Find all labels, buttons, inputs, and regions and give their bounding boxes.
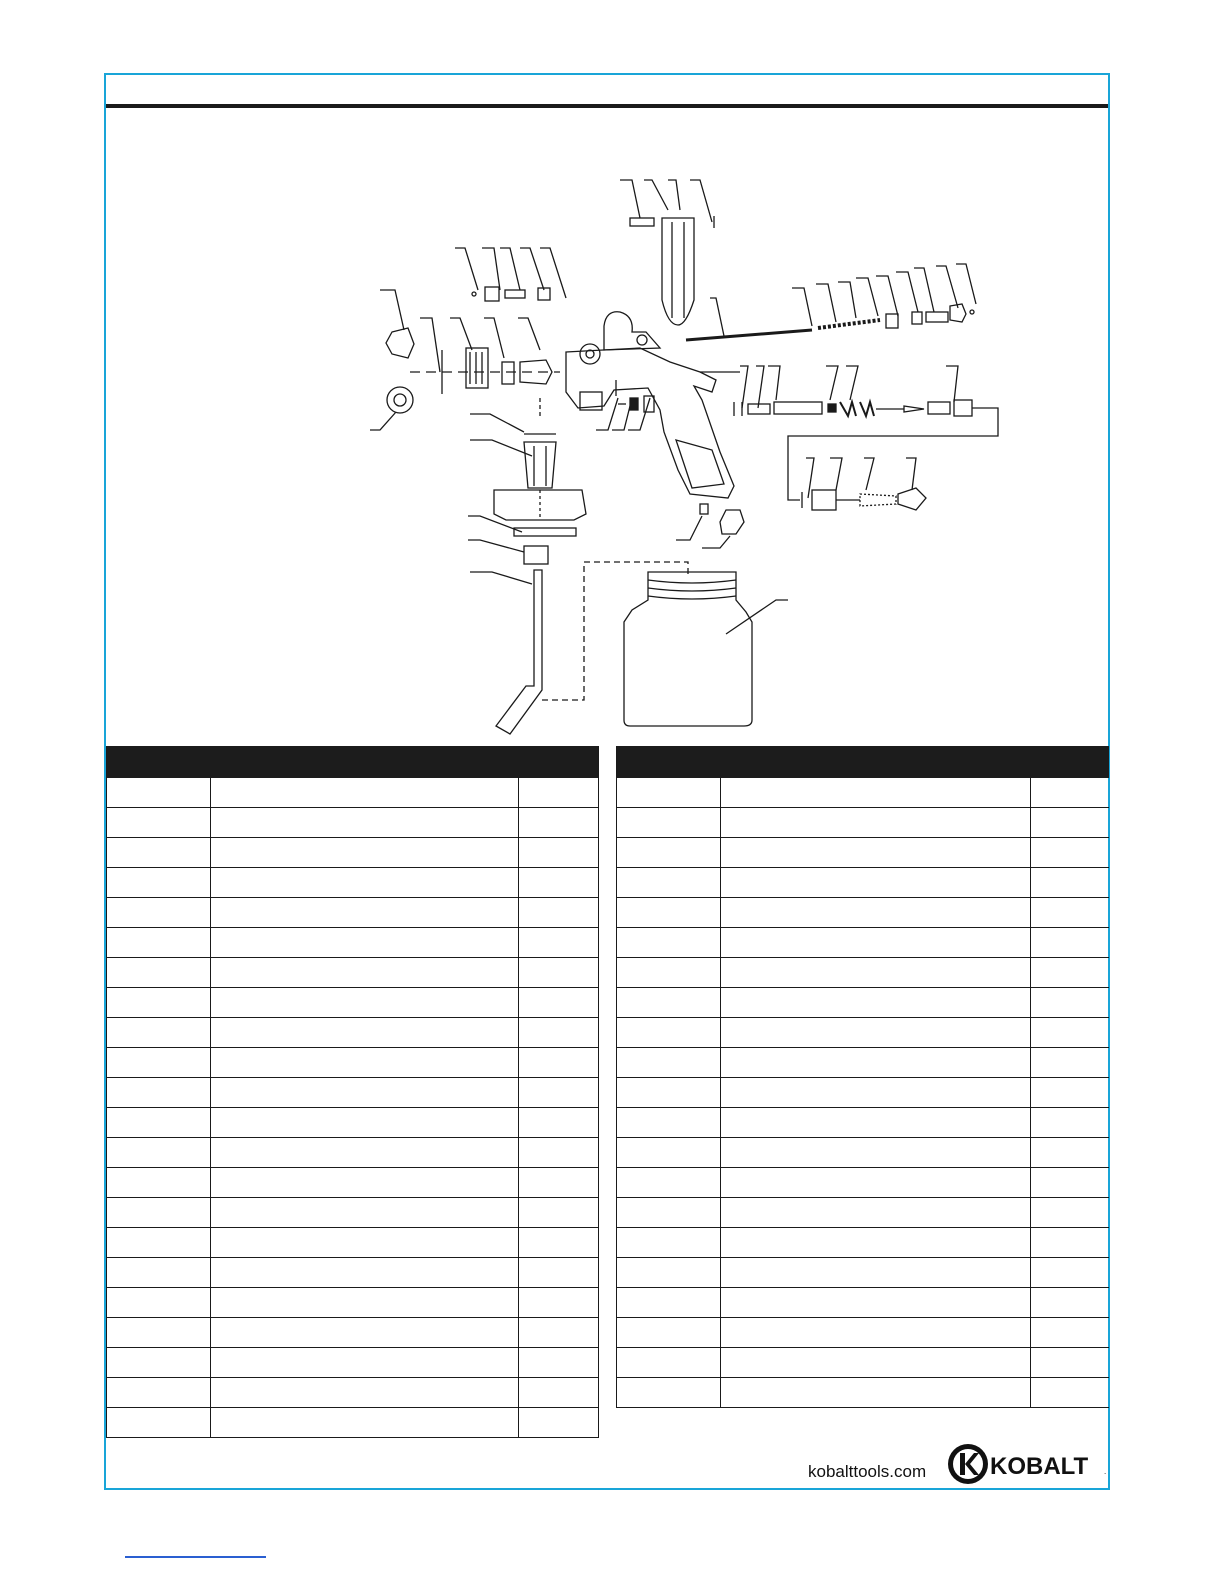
table-row: [107, 928, 599, 958]
table-cell: [519, 898, 599, 928]
table-cell: [211, 958, 519, 988]
table-cell: [617, 928, 721, 958]
table-cell: [519, 1378, 599, 1408]
table-cell: [519, 838, 599, 868]
table-cell: [721, 868, 1031, 898]
table-cell: [721, 1108, 1031, 1138]
table-row: [617, 1108, 1109, 1138]
table-cell: [1031, 778, 1109, 808]
underline-link[interactable]: [125, 1556, 266, 1558]
table-cell: [107, 1258, 211, 1288]
table-cell: [1031, 1258, 1109, 1288]
table-cell: [1031, 1108, 1109, 1138]
table-cell: [721, 1048, 1031, 1078]
table-cell: [617, 958, 721, 988]
table-cell: [211, 778, 519, 808]
table-cell: [519, 1258, 599, 1288]
svg-text:.: .: [1104, 1467, 1107, 1476]
table-row: [617, 958, 1109, 988]
table-cell: [617, 1228, 721, 1258]
table-row: [107, 1348, 599, 1378]
table-row: [617, 1048, 1109, 1078]
table-cell: [1031, 838, 1109, 868]
table-cell: [107, 958, 211, 988]
table-cell: [721, 1288, 1031, 1318]
hook-assembly: [620, 180, 714, 325]
table-row: [617, 1258, 1109, 1288]
table-cell: [617, 1168, 721, 1198]
table-row: [107, 1168, 599, 1198]
table-cell: [107, 1198, 211, 1228]
table-cell: [721, 898, 1031, 928]
table-row: [107, 1318, 599, 1348]
brand-wordmark: KOBALT: [990, 1453, 1089, 1480]
table-cell: [519, 778, 599, 808]
table-cell: [617, 1018, 721, 1048]
table-cell: [617, 1138, 721, 1168]
table-row: [107, 1228, 599, 1258]
table-cell: [519, 1408, 599, 1438]
table-cell: [721, 1018, 1031, 1048]
table-cell: [1031, 1198, 1109, 1228]
table-cell: [617, 1048, 721, 1078]
table-cell: [1031, 988, 1109, 1018]
table-row: [107, 1018, 599, 1048]
table-row: [107, 1108, 599, 1138]
table-cell: [1031, 1318, 1109, 1348]
table-row: [617, 1378, 1109, 1408]
table-row: [107, 1378, 599, 1408]
table-cell: [211, 838, 519, 868]
table-cell: [721, 778, 1031, 808]
table-cell: [1031, 1018, 1109, 1048]
table-body-left: [107, 778, 599, 1438]
table-cell: [721, 1378, 1031, 1408]
table-row: [107, 808, 599, 838]
table-row: [107, 838, 599, 868]
table-row: [107, 1078, 599, 1108]
table-cell: [211, 1198, 519, 1228]
table-row: [617, 1348, 1109, 1378]
table-cell: [1031, 808, 1109, 838]
table-cell: [107, 1288, 211, 1318]
table-cell: [519, 988, 599, 1018]
table-row: [617, 988, 1109, 1018]
table-row: [617, 1228, 1109, 1258]
table-cell: [721, 1168, 1031, 1198]
parts-table-right: [616, 746, 1109, 1408]
table-cell: [107, 808, 211, 838]
table-cell: [617, 1258, 721, 1288]
table-cell: [519, 808, 599, 838]
table-row: [617, 1168, 1109, 1198]
table-cell: [519, 1288, 599, 1318]
table-cell: [107, 868, 211, 898]
table-cell: [211, 1318, 519, 1348]
table-cell: [721, 1078, 1031, 1108]
table-cell: [107, 1138, 211, 1168]
table-cell: [1031, 1348, 1109, 1378]
table-row: [107, 958, 599, 988]
table-cell: [1031, 1048, 1109, 1078]
table-cell: [211, 1018, 519, 1048]
table-cell: [1031, 1138, 1109, 1168]
table-cell: [1031, 1378, 1109, 1408]
table-cell: [519, 1138, 599, 1168]
table-row: [107, 1048, 599, 1078]
table-cell: [617, 838, 721, 868]
table-cell: [721, 1198, 1031, 1228]
table-cell: [211, 1168, 519, 1198]
table-cell: [721, 1138, 1031, 1168]
table-cell: [617, 1318, 721, 1348]
exploded-parts-diagram: [360, 170, 1020, 740]
table-cell: [211, 868, 519, 898]
table-row: [617, 928, 1109, 958]
table-cell: [107, 1318, 211, 1348]
table-cell: [721, 1228, 1031, 1258]
table-row: [617, 838, 1109, 868]
table-cell: [107, 1108, 211, 1138]
table-cell: [617, 1108, 721, 1138]
table-cell: [617, 808, 721, 838]
table-cell: [107, 1168, 211, 1198]
table-cell: [211, 1138, 519, 1168]
table-cell: [1031, 898, 1109, 928]
table-cell: [107, 928, 211, 958]
table-cell: [519, 1168, 599, 1198]
table-cell: [211, 1408, 519, 1438]
table-cell: [107, 1348, 211, 1378]
table-cell: [211, 1228, 519, 1258]
table-row: [107, 988, 599, 1018]
table-cell: [211, 928, 519, 958]
table-cell: [211, 898, 519, 928]
table-cell: [721, 1318, 1031, 1348]
table-cell: [721, 808, 1031, 838]
table-cell: [1031, 1168, 1109, 1198]
table-cell: [211, 1048, 519, 1078]
table-cell: [107, 1048, 211, 1078]
table-cell: [519, 958, 599, 988]
table-row: [617, 808, 1109, 838]
table-row: [617, 1198, 1109, 1228]
table-row: [617, 778, 1109, 808]
table-row: [107, 868, 599, 898]
table-row: [617, 898, 1109, 928]
table-cell: [1031, 1288, 1109, 1318]
table-cell: [1031, 868, 1109, 898]
table-cell: [721, 1258, 1031, 1288]
table-cell: [1031, 928, 1109, 958]
table-cell: [211, 1348, 519, 1378]
table-cell: [721, 838, 1031, 868]
table-header: [107, 746, 599, 778]
table-cell: [721, 988, 1031, 1018]
table-row: [617, 1018, 1109, 1048]
table-cell: [519, 1348, 599, 1378]
table-cell: [617, 898, 721, 928]
kobalt-logo: [946, 1442, 1110, 1486]
table-body-right: [617, 778, 1109, 1408]
table-cell: [721, 958, 1031, 988]
table-cell: [211, 1108, 519, 1138]
table-cell: [519, 1318, 599, 1348]
table-cell: [519, 1108, 599, 1138]
table-cell: [519, 1048, 599, 1078]
table-row: [617, 1138, 1109, 1168]
table-row: [617, 1288, 1109, 1318]
title-rule: [106, 104, 1108, 108]
table-cell: [211, 988, 519, 1018]
table-cell: [107, 988, 211, 1018]
table-row: [107, 1408, 599, 1438]
table-cell: [107, 898, 211, 928]
table-cell: [1031, 1228, 1109, 1258]
table-cell: [107, 838, 211, 868]
table-cell: [721, 1348, 1031, 1378]
table-row: [617, 1318, 1109, 1348]
table-cell: [617, 868, 721, 898]
table-cell: [211, 1078, 519, 1108]
table-cell: [107, 1018, 211, 1048]
table-cell: [211, 1258, 519, 1288]
table-cell: [617, 1288, 721, 1318]
table-row: [107, 1258, 599, 1288]
table-cell: [617, 1198, 721, 1228]
table-row: [107, 898, 599, 928]
table-cell: [519, 928, 599, 958]
table-cell: [211, 1378, 519, 1408]
table-cell: [617, 1378, 721, 1408]
table-cell: [107, 1228, 211, 1258]
table-cell: [519, 1198, 599, 1228]
table-cell: [107, 1378, 211, 1408]
table-row: [617, 868, 1109, 898]
table-row: [107, 1198, 599, 1228]
table-cell: [617, 988, 721, 1018]
table-cell: [107, 1078, 211, 1108]
table-cell: [107, 1408, 211, 1438]
website-link[interactable]: kobalttools.com: [808, 1462, 927, 1481]
table-cell: [519, 1228, 599, 1258]
table-cell: [107, 778, 211, 808]
table-cell: [519, 1078, 599, 1108]
table-cell: [211, 808, 519, 838]
table-cell: [721, 928, 1031, 958]
table-cell: [519, 868, 599, 898]
table-row: [107, 1288, 599, 1318]
table-cell: [211, 1288, 519, 1318]
table-cell: [519, 1018, 599, 1048]
table-row: [107, 778, 599, 808]
table-cell: [1031, 958, 1109, 988]
table-cell: [617, 1348, 721, 1378]
table-cell: [1031, 1078, 1109, 1108]
parts-table-left: [106, 746, 599, 1438]
table-header: [617, 746, 1109, 778]
table-row: [107, 1138, 599, 1168]
table-cell: [617, 1078, 721, 1108]
table-cell: [617, 778, 721, 808]
table-row: [617, 1078, 1109, 1108]
